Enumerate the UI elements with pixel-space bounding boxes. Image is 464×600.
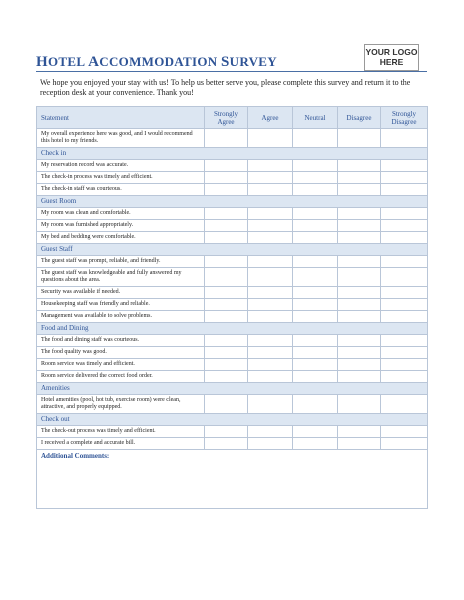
rating-cell-strongly-agree[interactable] (205, 371, 248, 383)
question-text: The check-in process was timely and efficient. (37, 172, 205, 184)
survey-question-row (37, 287, 428, 299)
section-header-row (37, 244, 428, 256)
rating-cell-neutral[interactable] (293, 371, 338, 383)
column-header-disagree: Disagree (338, 107, 381, 129)
question-text: The guest staff was prompt, reliable, and friendly. (37, 256, 205, 268)
rating-cell-neutral[interactable] (293, 232, 338, 244)
rating-cell-strongly-agree[interactable] (205, 256, 248, 268)
rating-cell-disagree[interactable] (338, 184, 381, 196)
question-text: Management was available to solve problems. (37, 311, 205, 323)
section-header-row (37, 196, 428, 208)
section-title: Amenities (37, 383, 428, 395)
comments-row[interactable] (37, 450, 428, 509)
intro-text: We hope you enjoyed your stay with us! To help us better serve you, please complete this survey and return it to the reception desk at your convenience. Thank you! (40, 78, 411, 97)
rating-cell-strongly-agree[interactable] (205, 129, 248, 148)
survey-question-row (37, 438, 428, 450)
question-text: The guest staff was knowledgeable and fully answered my questions about the area. (37, 268, 205, 287)
question-text: The food and dining staff was courteous. (37, 335, 205, 347)
question-text: I received a complete and accurate bill. (37, 438, 205, 450)
survey-question-row (37, 268, 428, 287)
question-text: My bed and bedding were comfortable. (37, 232, 205, 244)
rating-cell-disagree[interactable] (338, 256, 381, 268)
rating-cell-agree[interactable] (248, 268, 293, 287)
rating-cell-disagree[interactable] (338, 220, 381, 232)
rating-cell-neutral[interactable] (293, 129, 338, 148)
rating-cell-neutral[interactable] (293, 359, 338, 371)
rating-cell-agree[interactable] (248, 184, 293, 196)
rating-cell-strongly-agree[interactable] (205, 395, 248, 414)
section-title: Food and Dining (37, 323, 428, 335)
rating-cell-agree[interactable] (248, 160, 293, 172)
question-text: The check-out process was timely and efficient. (37, 426, 205, 438)
section-title: Check out (37, 414, 428, 426)
column-header-strongly-disagree: Strongly Disagree (381, 107, 428, 129)
rating-cell-agree[interactable] (248, 287, 293, 299)
rating-cell-disagree[interactable] (338, 426, 381, 438)
rating-cell-disagree[interactable] (338, 129, 381, 148)
rating-cell-neutral[interactable] (293, 438, 338, 450)
survey-table (36, 106, 428, 509)
rating-cell-strongly-agree[interactable] (205, 438, 248, 450)
survey-question-row (37, 160, 428, 172)
rating-cell-strongly-agree[interactable] (205, 335, 248, 347)
section-header-row (37, 148, 428, 160)
question-text: Room service was timely and efficient. (37, 359, 205, 371)
survey-question-row (37, 232, 428, 244)
rating-cell-agree[interactable] (248, 311, 293, 323)
title-divider (36, 71, 427, 72)
question-text: My overall experience here was good, and I would recommend this hotel to my friends. (37, 129, 205, 148)
question-text: My room was clean and comfortable. (37, 208, 205, 220)
section-header-row (37, 383, 428, 395)
rating-cell-agree[interactable] (248, 299, 293, 311)
rating-cell-neutral[interactable] (293, 220, 338, 232)
table-header-row (37, 107, 428, 129)
survey-question-row (37, 347, 428, 359)
rating-cell-disagree[interactable] (338, 395, 381, 414)
rating-cell-strongly-disagree[interactable] (381, 184, 428, 196)
rating-cell-strongly-disagree[interactable] (381, 311, 428, 323)
logo-line-2: HERE (379, 56, 404, 67)
rating-cell-strongly-disagree[interactable] (381, 268, 428, 287)
rating-cell-strongly-disagree[interactable] (381, 287, 428, 299)
rating-cell-strongly-disagree[interactable] (381, 438, 428, 450)
question-text: The food quality was good. (37, 347, 205, 359)
section-title: Guest Staff (37, 244, 428, 256)
rating-cell-strongly-agree[interactable] (205, 347, 248, 359)
section-header-row (37, 414, 428, 426)
survey-question-row (37, 220, 428, 232)
rating-cell-disagree[interactable] (338, 268, 381, 287)
rating-cell-agree[interactable] (248, 129, 293, 148)
survey-question-row (37, 172, 428, 184)
rating-cell-agree[interactable] (248, 347, 293, 359)
rating-cell-strongly-agree[interactable] (205, 311, 248, 323)
rating-cell-disagree[interactable] (338, 359, 381, 371)
rating-cell-strongly-agree[interactable] (205, 359, 248, 371)
rating-cell-neutral[interactable] (293, 172, 338, 184)
rating-cell-neutral[interactable] (293, 311, 338, 323)
rating-cell-neutral[interactable] (293, 395, 338, 414)
rating-cell-strongly-agree[interactable] (205, 287, 248, 299)
survey-question-row (37, 311, 428, 323)
survey-body (37, 129, 428, 450)
rating-cell-neutral[interactable] (293, 287, 338, 299)
rating-cell-agree[interactable] (248, 172, 293, 184)
rating-cell-disagree[interactable] (338, 160, 381, 172)
survey-question-row (37, 335, 428, 347)
rating-cell-neutral[interactable] (293, 184, 338, 196)
question-text: My room was furnished appropriately. (37, 220, 205, 232)
column-header-neutral: Neutral (293, 107, 338, 129)
question-text: Security was available if needed. (37, 287, 205, 299)
rating-cell-strongly-disagree[interactable] (381, 208, 428, 220)
rating-cell-strongly-disagree[interactable] (381, 299, 428, 311)
rating-cell-disagree[interactable] (338, 438, 381, 450)
section-title: Check in (37, 148, 428, 160)
rating-cell-strongly-disagree[interactable] (381, 371, 428, 383)
survey-question-row (37, 129, 428, 148)
rating-cell-strongly-agree[interactable] (205, 160, 248, 172)
rating-cell-strongly-disagree[interactable] (381, 359, 428, 371)
logo-line-1: YOUR LOGO (365, 47, 418, 57)
rating-cell-strongly-disagree[interactable] (381, 335, 428, 347)
rating-cell-neutral[interactable] (293, 208, 338, 220)
rating-cell-agree[interactable] (248, 220, 293, 232)
page-title: HOTEL ACCOMMODATION SURVEY (36, 54, 277, 70)
rating-cell-strongly-disagree[interactable] (381, 347, 428, 359)
rating-cell-disagree[interactable] (338, 371, 381, 383)
rating-cell-strongly-disagree[interactable] (381, 129, 428, 148)
rating-cell-strongly-agree[interactable] (205, 220, 248, 232)
rating-cell-disagree[interactable] (338, 232, 381, 244)
rating-cell-agree[interactable] (248, 371, 293, 383)
rating-cell-strongly-agree[interactable] (205, 208, 248, 220)
rating-cell-neutral[interactable] (293, 347, 338, 359)
rating-cell-disagree[interactable] (338, 311, 381, 323)
rating-cell-neutral[interactable] (293, 426, 338, 438)
survey-question-row (37, 256, 428, 268)
rating-cell-agree[interactable] (248, 208, 293, 220)
question-text: The check-in staff was courteous. (37, 184, 205, 196)
logo-placeholder (364, 44, 419, 71)
survey-question-row (37, 208, 428, 220)
rating-cell-disagree[interactable] (338, 172, 381, 184)
rating-cell-strongly-agree[interactable] (205, 172, 248, 184)
survey-question-row (37, 299, 428, 311)
rating-cell-strongly-disagree[interactable] (381, 232, 428, 244)
rating-cell-strongly-agree[interactable] (205, 299, 248, 311)
survey-question-row (37, 395, 428, 414)
rating-cell-agree[interactable] (248, 335, 293, 347)
rating-cell-agree[interactable] (248, 359, 293, 371)
rating-cell-strongly-disagree[interactable] (381, 426, 428, 438)
question-text: Hotel amenities (pool, hot tub, exercise room) were clean, attractive, and properly equipped. (37, 395, 205, 414)
rating-cell-strongly-disagree[interactable] (381, 172, 428, 184)
column-header-strongly-agree: Strongly Agree (205, 107, 248, 129)
rating-cell-agree[interactable] (248, 426, 293, 438)
rating-cell-neutral[interactable] (293, 256, 338, 268)
survey-question-row (37, 184, 428, 196)
rating-cell-strongly-disagree[interactable] (381, 220, 428, 232)
rating-cell-disagree[interactable] (338, 347, 381, 359)
column-header-statement: Statement (37, 107, 205, 129)
question-text: Room service delivered the correct food order. (37, 371, 205, 383)
comments-box[interactable]: Additional Comments: (37, 450, 428, 509)
rating-cell-strongly-disagree[interactable] (381, 395, 428, 414)
rating-cell-strongly-disagree[interactable] (381, 256, 428, 268)
rating-cell-disagree[interactable] (338, 299, 381, 311)
rating-cell-disagree[interactable] (338, 335, 381, 347)
rating-cell-agree[interactable] (248, 395, 293, 414)
rating-cell-agree[interactable] (248, 232, 293, 244)
rating-cell-disagree[interactable] (338, 287, 381, 299)
rating-cell-neutral[interactable] (293, 299, 338, 311)
column-header-agree: Agree (248, 107, 293, 129)
question-text: My reservation record was accurate. (37, 160, 205, 172)
survey-question-row (37, 359, 428, 371)
rating-cell-neutral[interactable] (293, 268, 338, 287)
rating-cell-agree[interactable] (248, 256, 293, 268)
rating-cell-strongly-agree[interactable] (205, 426, 248, 438)
question-text: Housekeeping staff was friendly and reliable. (37, 299, 205, 311)
rating-cell-strongly-disagree[interactable] (381, 160, 428, 172)
survey-question-row (37, 371, 428, 383)
section-title: Guest Room (37, 196, 428, 208)
rating-cell-agree[interactable] (248, 438, 293, 450)
rating-cell-strongly-agree[interactable] (205, 232, 248, 244)
survey-question-row (37, 426, 428, 438)
rating-cell-disagree[interactable] (338, 208, 381, 220)
rating-cell-strongly-agree[interactable] (205, 184, 248, 196)
rating-cell-neutral[interactable] (293, 335, 338, 347)
section-header-row (37, 323, 428, 335)
rating-cell-neutral[interactable] (293, 160, 338, 172)
rating-cell-strongly-agree[interactable] (205, 268, 248, 287)
